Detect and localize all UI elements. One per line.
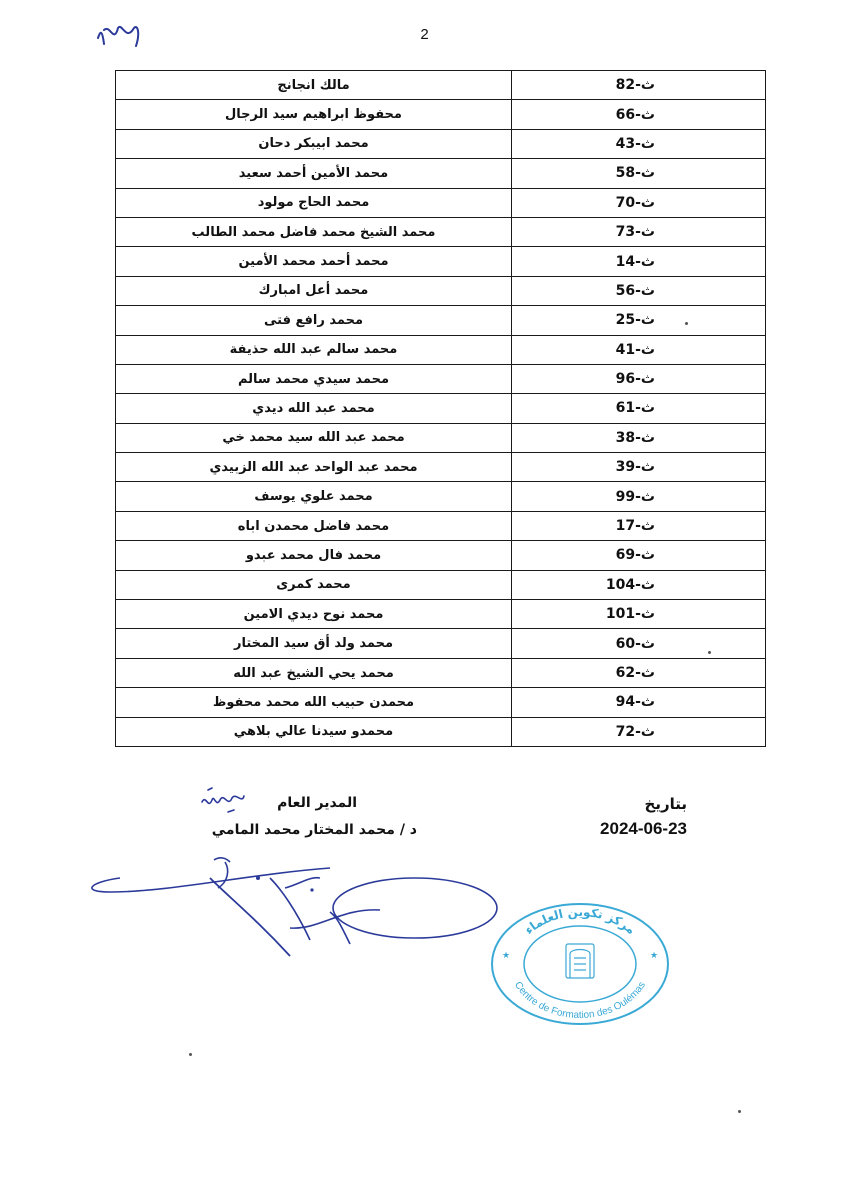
table-row	[116, 188, 766, 217]
student-code: ث-69	[512, 541, 766, 570]
date-value: 2024-06-23	[600, 819, 687, 838]
student-code: ث-96	[512, 364, 766, 393]
student-name: محمد نوح ديدي الامين	[116, 600, 512, 629]
table-row	[116, 658, 766, 687]
student-name: محمد سالم عبد الله حذيفة	[116, 335, 512, 364]
table-row	[116, 129, 766, 158]
table-row	[116, 629, 766, 658]
roster-table	[115, 70, 766, 747]
student-name: محمد سيدي محمد سالم	[116, 364, 512, 393]
initials-signature	[198, 784, 248, 818]
date-label: بتاريخ	[644, 795, 687, 813]
director-title: المدير العام	[277, 795, 357, 811]
student-code: ث-70	[512, 188, 766, 217]
svg-text:★: ★	[650, 951, 659, 961]
student-name: محمد عبد الله ديدي	[116, 394, 512, 423]
table-row	[116, 541, 766, 570]
student-code: ث-101	[512, 600, 766, 629]
student-name: محمد ولد أق سيد المختار	[116, 629, 512, 658]
student-code: ث-72	[512, 717, 766, 746]
table-row	[116, 688, 766, 717]
director-signature	[80, 848, 510, 968]
student-code: ث-94	[512, 688, 766, 717]
director-name: د / محمد المختار محمد المامي	[211, 822, 417, 838]
table-row	[116, 159, 766, 188]
student-name: محمد رافع فتى	[116, 306, 512, 335]
student-name: محمد عبد الواحد عبد الله الزبيدي	[116, 453, 512, 482]
page-number: 2	[420, 26, 429, 43]
handwritten-mark	[92, 14, 152, 54]
table-row	[116, 482, 766, 511]
stamp-french-text: Centre de Formation des Oulémas	[511, 979, 648, 1022]
student-code: ث-60	[512, 629, 766, 658]
student-code: ث-14	[512, 247, 766, 276]
student-name: مالك انجانج	[116, 71, 512, 100]
student-code: ث-99	[512, 482, 766, 511]
student-name: محمد يحي الشيخ عبد الله	[116, 658, 512, 687]
scan-speck	[738, 1110, 741, 1113]
scan-speck	[708, 651, 711, 654]
student-name: محمدو سيدنا عالي بلاهي	[116, 717, 512, 746]
student-code: ث-41	[512, 335, 766, 364]
table-row	[116, 570, 766, 599]
student-code: ث-82	[512, 71, 766, 100]
table-row	[116, 100, 766, 129]
table-row	[116, 306, 766, 335]
table-row	[116, 364, 766, 393]
table-row	[116, 600, 766, 629]
student-name: محمد الشيخ محمد فاضل محمد الطالب	[116, 217, 512, 246]
student-name: محمد أحمد محمد الأمين	[116, 247, 512, 276]
student-name: محمد فاضل محمدن اباه	[116, 511, 512, 540]
table-row	[116, 217, 766, 246]
student-code: ث-43	[512, 129, 766, 158]
table-row	[116, 511, 766, 540]
student-code: ث-56	[512, 276, 766, 305]
student-name: محفوظ ابراهيم سيد الرجال	[116, 100, 512, 129]
table-row	[116, 335, 766, 364]
student-name: محمد فال محمد عبدو	[116, 541, 512, 570]
student-code: ث-104	[512, 570, 766, 599]
scan-speck	[189, 1053, 192, 1056]
student-code: ث-61	[512, 394, 766, 423]
student-name: محمد أعل امبارك	[116, 276, 512, 305]
table-row	[116, 247, 766, 276]
student-code: ث-25	[512, 306, 766, 335]
table-row	[116, 453, 766, 482]
student-code: ث-39	[512, 453, 766, 482]
table-row	[116, 717, 766, 746]
table-row	[116, 276, 766, 305]
table-row	[116, 71, 766, 100]
scan-speck	[685, 322, 688, 325]
student-name: محمد عبد الله سيد محمد خي	[116, 423, 512, 452]
student-name: محمد الأمين أحمد سعيد	[116, 159, 512, 188]
stamp-arabic-text: مركز تكوين العلماء	[521, 904, 639, 938]
student-name: محمد ابيبكر دحان	[116, 129, 512, 158]
student-name: محمدن حبيب الله محمد محفوظ	[116, 688, 512, 717]
stamp-emblem	[566, 944, 594, 978]
table-row	[116, 394, 766, 423]
student-name: محمد علوي يوسف	[116, 482, 512, 511]
student-name: محمد كمرى	[116, 570, 512, 599]
student-name: محمد الحاج مولود	[116, 188, 512, 217]
official-stamp	[488, 898, 672, 1028]
student-code: ث-62	[512, 658, 766, 687]
student-code: ث-73	[512, 217, 766, 246]
student-code: ث-17	[512, 511, 766, 540]
table-row	[116, 423, 766, 452]
student-code: ث-66	[512, 100, 766, 129]
student-code: ث-58	[512, 159, 766, 188]
student-code: ث-38	[512, 423, 766, 452]
svg-text:★: ★	[502, 951, 511, 961]
